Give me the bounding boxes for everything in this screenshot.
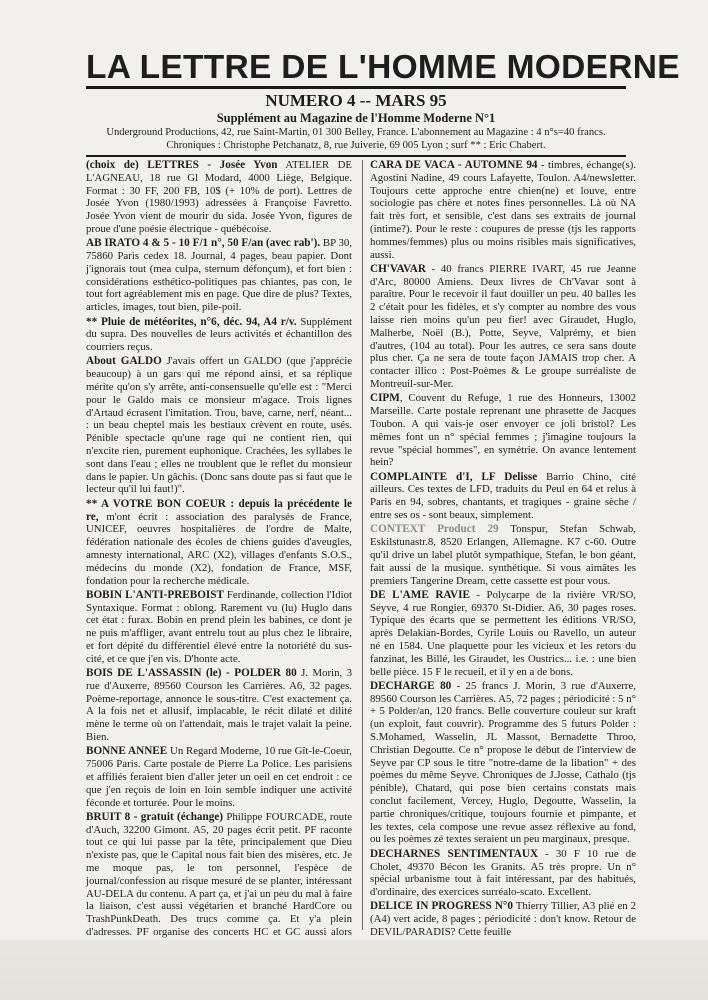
review-body: ATELIER DE L'AGNEAU, 18 rue Gl Modard, 4000 Liège, Belgique. Format : 30 FF, 200 FB, 10$ (+ 10% de port). Lettres de Josée Yvon (1980/1993) adressées à Françoise Favretto. Josée Yvon vient de mourir du sida. Josée Yvon, figures de proue d'une poésie électrique - québécoise. — [86, 159, 352, 235]
review-body: Ferdinande, collection l'Idiot Syntaxique. Format : oblong. Rarement vu (lu) Huglo dans cet état : furax. Bobin en prend plein les babines, ce dont je ne puis m'affliger, avant entrelu tout au plus chez le libraire, et fort dépité du différentiel élevé entre la notoriété du sus-cité, et ce que j'en vis. D'honte acte. — [86, 588, 353, 665]
publisher-info-line-1: Underground Productions, 42, rue Saint-Martin, 01 300 Belley, France. L'abonnement au Magazine : 4 n°s=40 francs. — [106, 127, 606, 138]
review-title: BRUIT 8 - gratuit (échange) — [86, 810, 224, 823]
masthead-title: LA LETTRE DE L'HOMME MODERNE — [86, 49, 680, 86]
page-bottom-margin — [0, 940, 708, 1000]
masthead-rule — [86, 86, 626, 89]
review-body: Agostini Nadine, 49 cours Lafayette, Toulon. A4/newsletter. Toujours cette approche entre chien(ne) et louve, entre sociologie pas chère et notes fines personnelles. Là où NA fait très fort, et sensible, c'est dans ses extraits de journal (intime?). Pour le reste : coupures de presse (tjs les rapports hommes/femmes) plus ou moins risibles mais significatives, aussi. — [370, 171, 636, 261]
review-title: CH'VAVAR — [370, 262, 426, 275]
review-title: DE L'AME RAVIE — [370, 588, 470, 601]
review-title: DELICE IN PROGRESS N°0 — [370, 900, 513, 913]
review-entry — [370, 848, 636, 899]
publisher-info — [86, 126, 626, 152]
review-entry — [370, 159, 636, 261]
review-title: About GALDO — [86, 355, 162, 368]
review-entry — [370, 471, 636, 522]
review-entry — [86, 316, 352, 354]
supplement-line: Supplément au Magazine de l'Homme Moderne N°1 — [216, 111, 496, 125]
header-rule — [86, 155, 626, 157]
review-title: CIPM — [370, 392, 400, 405]
review-entry — [86, 159, 352, 236]
review-inline-note: - 30 F — [538, 847, 580, 860]
review-body: J'avais offert un GALDO (que j'apprécie beaucoup) à un gars qui me répond ainsi, et sa réplique mérite qu'on s'y arrête, anti-consensuelle qu'elle est : "Merci pour le Galdo mais ce monsieur m'agace. Trois lignes d'Artaud écrasent l'imitation. Trou, bave, carne, nerf, néant... : un beau cheptel mais les bestiaux crèvent en route, usés. Pénible spectacle qu'une rage qui ne contient rien, qui n'excite rien, purement euphonique. Crachées, les syllabes le sont dans l'eau ; elles ne troublent que le reflet du monsieur dans le papier. Un gâchis. (Donc sans doute pas si faut que le lecteur qu'il lui faut!)". — [86, 355, 352, 496]
review-entry — [370, 680, 636, 846]
review-entry — [370, 263, 636, 391]
review-title: ** Pluie de météorites, n°6, déc. 94, A4 r/v. — [86, 315, 297, 328]
review-entry — [370, 589, 636, 679]
review-title: COMPLAINTE d'I, LF Delisse — [370, 470, 538, 483]
review-entry — [86, 811, 352, 952]
right-column — [370, 159, 637, 939]
review-body: m'ont écrit : association des paralysés de France, UNICEF, oeuvres hospitalières de l'ordre de Malte, fédération nationale des écoles de chiens guides d'aveugles, amnesty international, ARC (X2), villages d'enfants S.O.S., médecins du monde (X2), fondation de France, MSF, fondation pour la recherche médicale. — [86, 510, 352, 587]
review-inline-note: - timbres, échange(s). — [537, 159, 637, 171]
review-title: (choix de) LETTRES - Josée Yvon — [86, 159, 278, 171]
review-body: Un Regard Moderne, 10 rue Gît-le-Coeur, 75006 Paris. Carte postale de Pierre La Police. Les parisiens et affiliés feraient bien d'aller jeter un oeil en cet endroit : ce que j'en reçois de loin en loin semble indiquer une activité féconde et torturée. Pour le moins. — [86, 745, 352, 809]
review-body: Supplément du supra. Des nouvelles de leurs activités et échantillon des courriers reçus. — [86, 315, 352, 354]
review-entry — [86, 498, 352, 588]
review-entry — [370, 523, 636, 587]
review-entry — [86, 745, 352, 809]
review-entry — [86, 589, 352, 666]
review-title: AB IRATO 4 & 5 - 10 F/1 n°, 50 F/an (avec rab'). — [86, 237, 321, 250]
review-body: BP 30, 75860 Paris cedex 18. Journal, 4 pages, beau papier. Dont j'ignorais tout (mea culpa, sternum défonçum), et fort bien : considérations esthético-politiques pas chiantes, pas con, le tout fort agréablement mis en page. Que dire de plus? Textes, articles, images, tout bien, pile-poil. — [86, 237, 352, 314]
review-inline-note: - 40 francs — [425, 262, 484, 275]
review-body: J. Morin, 3 rue d'Auxerre, 89560 Courson les Carrières. A6, 32 pages. Poème-reportage, annonce le sous-titre. C'est exactement ça. A la fois net et allusif, implacable, le récit dilaté et dilité mène le terme où on l'attendait, mais le trajet valait la peine. Bien. — [86, 667, 353, 744]
review-inline-note: - Polycarpe de la rivière — [469, 588, 596, 601]
review-body: Barrio Chino, cité ailleurs. Ces textes de LFD, traduits du Peul en 64 et relus à Paris en 94, sobres, chantants, et tragiques - graine sèche / entre ses os - sont beaux, simplement. — [370, 470, 636, 522]
review-entry — [86, 667, 352, 744]
review-body: Tonspur, Stefan Schwab, Eskilstunastr.8, 8520 Erlangen, Allemagne. K7 c-60. Outre qu'il drive un label plutôt sympathique, Stefan, le bon géant, fait aussi de la musique. synthétique. Si vous aimâtes les premiers Tangerine Dream, cette cassette est pour vous. — [370, 523, 636, 587]
publisher-info-line-2: Chroniques : Christophe Petchanatz, 8, rue Juiverie, 69 005 Lyon ; surf ** : Eric Chabert. — [166, 140, 546, 151]
review-entry — [370, 392, 636, 469]
review-title: ** A VOTRE BON COEUR : depuis la précédente le re, — [86, 497, 352, 523]
review-title: DECHARGE 80 — [370, 679, 452, 692]
review-inline-note: , Couvent du Refuge, 1 rue des Honneurs, 13002 — [399, 392, 636, 405]
review-body: Marseille. Carte postale reprenant une phrasette de Jacques Toubon. A qui vais-je oser envoyer ce joli bristol? Les mêmes font un n° spécial femmes ; j'imagine toujours la revue "spécial hommes", en symétrie. On avance lentement hein? — [370, 405, 636, 469]
review-entry — [86, 355, 352, 496]
review-title: CARA DE VACA - AUTOMNE 94 — [370, 159, 538, 171]
column-divider — [362, 160, 363, 930]
review-body: PIERRE IVART, 45 rue Jeanne d'Arc, 80000 Amiens. Deux livres de Ch'Vavar sont à paraître. Pour le recevoir il faut douiller un peu. 40 balles les 2 c'était pour les fidèles, et s'y compter au nombre des vous laisse rien moins qu'un peu fier! avec Giraudet, Huglo, Malherbe, Noël (B.), Potte, Seyve, Valprémy, et bien d'autres, (104 au total). Pour les autres, ce sera sans doute plus cher. Ça ne sera de toute façon JAMAIS trop cher. A contacter illico : Post-Poèmes & Le groupe surréaliste de Montreuil-sur-Mer. — [370, 262, 636, 391]
review-body: 10 rue de Cholet, 49370 Bécon les Granits. A5 très propre. Un n° spécial urbanisme tout à fait intéressant, par des habitués, d'ordinaire, des exercices surréalo-scato. Excellent. — [370, 847, 637, 899]
review-body: Philippe FOURCADE, route d'Auch, 32200 Gimont. A5, 20 pages écrit petit. PF raconte tout ce qui lui passe par la tête, principalement que Dieu n'existe pas, que le Capital nous fait bien des misères, etc. Je me moque pas, le ton personnel, l'espèce de journal/confession au risque mesuré de se planter, intéressant AU-DELA du contenu. A part ça, et j'ai un peu du mal à faire la liaison, c'est aussi végétarien et branché HardCore ou TrashPunkDeath. Des trucs comme ça. Et y'a plein d'adresses. PF organise des concerts HC et GC aussi alors — [86, 810, 353, 939]
issue-number: NUMERO 4 -- MARS 95 — [265, 91, 447, 110]
review-title: BOIS DE L'ASSASSIN (le) - POLDER 80 — [86, 667, 297, 680]
review-entry — [370, 900, 636, 938]
review-title: BONNE ANNEE — [86, 745, 168, 758]
review-title: BOBIN L'ANTI-PREBOIST — [86, 588, 224, 601]
review-body: VR/SO, Seyve, 4 rue Rongier, 69370 St-Didier. A6, 30 pages roses. Typique des écarts que se permettent les éditions VR/SO, après Delakian-Bordes, Cyrile Louis ou Ravello, un auteur né en 1584. Une plaquette pour les vicieux et les retors du fanzinat, les Billé, les Giraudet, les Oustrics... i.e. : une bien belle pièce. 15 F le recueil, et il y en a de bons. — [370, 588, 636, 678]
review-title: DECHARNES SENTIMENTAUX — [370, 847, 539, 860]
review-body: Thierry Tillier, A3 plié en 2 (A4) vert acide, 8 pages ; périodicité : don't know. Retour de DEVIL/PARADIS? Cette feuille — [370, 900, 636, 939]
left-column — [86, 159, 353, 939]
review-body: J. Morin, 3 rue d'Auxerre, 89560 Courson les Carrières. A5, 72 pages ; périodicité : 5 n° + 5 Polder/an, 120 francs. Belle couverture couleur sur kraft (un exploit, faut couvrir). Programme des 5 futurs Polder : S.Mohamed, Wasselin, JL Massot, Bernadette Throo, Christian Degoutte. Ce n° propose le début de l'interview de Seyve par CP sous le titre "notre-dame de la libation" + des poèmes du même Seyve. Chroniques de J.Josse, Cathalo (tjs pénible), Chatard, qui pose bien certains constats mais conclut facilement, Vercey, Huglo, Degoutte, Wasselin, la partie chroniques/critique, toujours fournie et pimpante, et les textes, cela compose une revue assez réflexive au fond, ou les poèmes zé textes seraient un peu marginaux, presque. — [370, 679, 636, 846]
review-title: CONTEXT Product 29 — [370, 523, 499, 536]
review-inline-note: - 25 francs — [451, 679, 509, 692]
review-entry — [86, 237, 352, 314]
